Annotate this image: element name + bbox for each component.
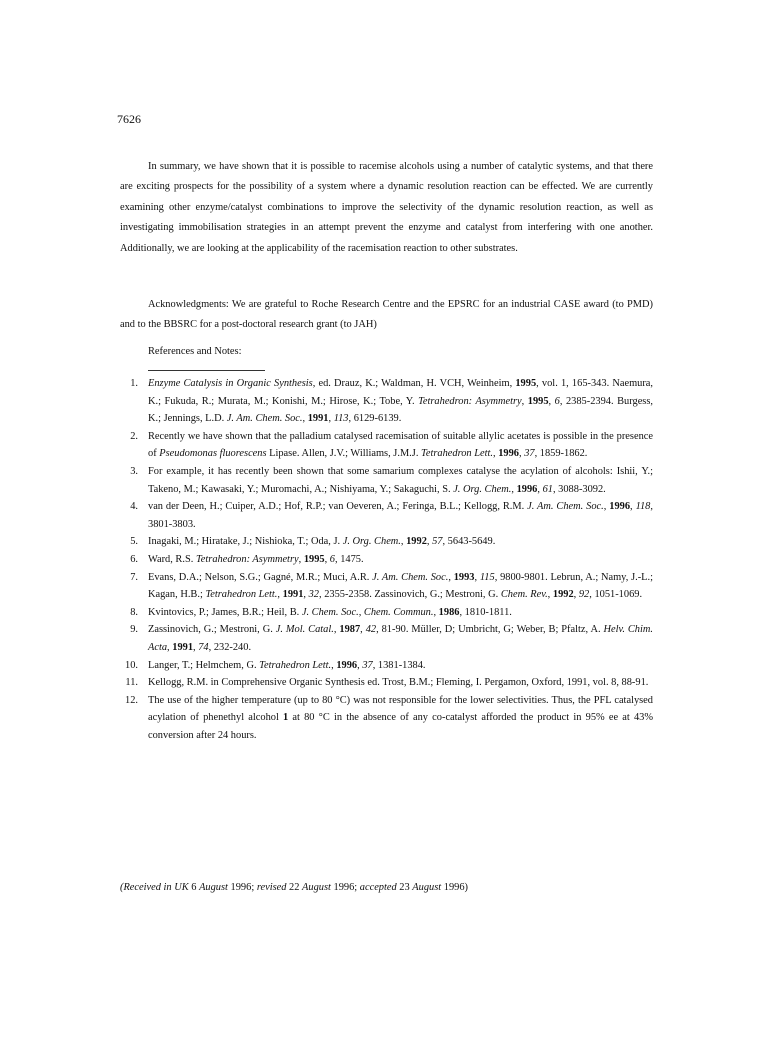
summary-paragraph: In summary, we have shown that it is possible to racemise alcohols using a number of catalytic systems, and that there are exciting prospects for the possibility of a system where a dynamic resolution reaction can be effected. We are currently examining other enzyme/catalyst combinations to improve the selectivity of the dynamic resolution reaction, as well as investigating immobilisation strategies in an attempt prevent the enzyme and catalyst from interfering with one another. Additionally, we are looking at the applicability of the racemisation reaction to other substrates. [120,161,653,254]
reference-text: The use of the higher temperature (up to 80 °C) was not responsible for the lower selectivities. Thus, the PFL catalysed acylation of phenethyl alcohol 1 at 80 °C in the absence of any co-catalyst afforded the product in 95% ee at 43% conversion after 24 hours. [148,694,653,741]
reference-item [120,498,653,533]
reference-item [120,428,653,463]
references-heading: References and Notes: [148,346,242,357]
reference-number: 12. [125,694,138,706]
reference-text: Kvintovics, P.; James, B.R.; Heil, B. J. Chem. Soc., Chem. Commun., 1986, 1810-1811. [148,606,512,618]
reference-item [120,674,653,692]
reference-text: For example, it has recently been shown that some samarium complexes catalyse the acylation of alcohols: Ishii, Y.; Takeno, M.; Kawasaki, Y.; Muromachi, A.; Nishiyama, Y.; Sakaguchi, S. J. Org. Chem., 1996, 61, 3088-3092. [148,465,653,495]
reference-number: 2. [130,430,138,442]
reference-number: 10. [125,659,138,671]
reference-text: Langer, T.; Helmchem, G. Tetrahedron Lett., 1996, 37, 1381-1384. [148,659,426,671]
reference-text: Ward, R.S. Tetrahedron: Asymmetry, 1995, 6, 1475. [148,553,364,565]
reference-number: 3. [130,465,138,477]
reference-item [120,463,653,498]
reference-text: Enzyme Catalysis in Organic Synthesis, ed. Drauz, K.; Waldman, H. VCH, Weinheim, 1995, vol. 1, 165-343. Naemura, K.; Fukuda, R.; Murata, M.; Konishi, M.; Hirose, K.; Tobe, Y. Tetrahedron: Asymmetry, 1995, 6, 2385-2394. Burgess, K.; Jennings, L.D. J. Am. Chem. Soc., 1991, 113, 6129-6139. [148,378,654,425]
reference-item [120,533,653,551]
reference-text: Inagaki, M.; Hiratake, J.; Nishioka, T.; Oda, J. J. Org. Chem., 1992, 57, 5643-5649. [148,536,496,548]
reference-item [120,692,653,745]
reference-item [120,604,653,622]
reference-text: Evans, D.A.; Nelson, S.G.; Gagné, M.R.; Muci, A.R. J. Am. Chem. Soc., 1993, 115, 9800-9801. Lebrun, A.; Namy, J.-L.; Kagan, H.B.; Tetrahedron Lett., 1991, 32, 2355-2358. Zassinovich, G.; Mestroni, G. Chem. Rev., 1992, 92, 1051-1069. [148,571,653,601]
reference-item [120,657,653,675]
references-divider [148,370,265,371]
reference-number: 6. [130,553,138,565]
page-number: 7626 [117,112,141,126]
reference-number: 8. [130,606,138,618]
acknowledgments-paragraph: Acknowledgments: We are grateful to Roche Research Centre and the EPSRC for an industrial CASE award (to PMD) and to the BBSRC for a post-doctoral research grant (to JAH) [120,299,653,331]
reference-number: 7. [130,571,138,583]
reference-item [120,551,653,569]
reference-number: 11. [125,677,138,689]
reference-item [120,375,653,428]
reference-text: Recently we have shown that the palladium catalysed racemisation of suitable allylic acetates is possible in the presence of Pseudomonas fluorescens Lipase. Allen, J.V.; Williams, J.M.J. Tetrahedron Lett., 1996, 37, 1859-1862. [148,430,653,460]
reference-number: 4. [130,501,138,513]
reference-text: Zassinovich, G.; Mestroni, G. J. Mol. Catal., 1987, 42, 81-90. Müller, D; Umbricht, G; Weber, B; Pfaltz, A. Helv. Chim. Acta, 1991, 74, 232-240. [148,624,653,653]
reference-item [120,569,653,604]
reference-text: Kellogg, R.M. in Comprehensive Organic Synthesis ed. Trost, B.M.; Fleming, I. Pergamon, Oxford, 1991, vol. 8, 88-91. [148,677,649,689]
reference-number: 5. [130,536,138,548]
reference-item [120,621,653,656]
received-dates: (Received in UK 6 August 1996; revised 22 August 1996; accepted 23 August 1996) [120,882,469,893]
reference-number: 1. [130,378,138,389]
reference-number: 9. [130,624,138,636]
reference-text: van der Deen, H.; Cuiper, A.D.; Hof, R.P.; van Oeveren, A.; Feringa, B.L.; Kellogg, R.M. J. Am. Chem. Soc., 1996, 118, 3801-3803. [148,501,653,530]
references-list [120,375,653,744]
